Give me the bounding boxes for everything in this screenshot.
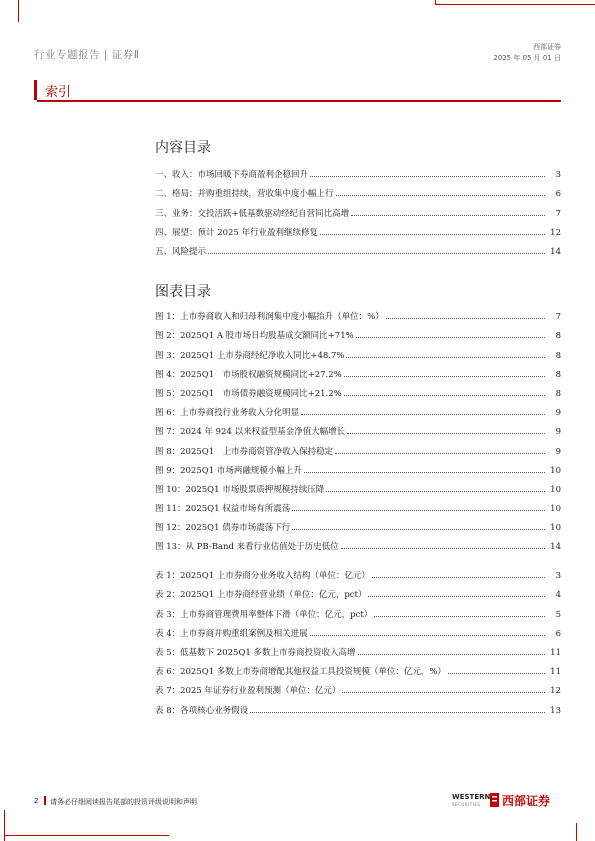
toc-dot-leader xyxy=(301,414,545,415)
content-toc xyxy=(155,161,561,257)
toc-entry[interactable] xyxy=(155,219,561,238)
toc-dot-leader xyxy=(358,654,545,655)
logo-english-sub: SECURITIES xyxy=(452,802,481,807)
toc-entry-label: 图 6：上市券商投行业务收入分化明显 xyxy=(155,408,300,419)
toc-dot-leader xyxy=(386,318,545,319)
toc-entry-page: 10 xyxy=(550,523,561,534)
toc-entry-label: 表 5：低基数下 2025Q1 多数上市券商投资收入高增 xyxy=(155,647,356,658)
toc-entry-label: 图 3：2025Q1 上市券商经纪净收入同比+48.7% xyxy=(155,350,345,361)
company-logo xyxy=(452,793,560,813)
report-category: 行业专题报告 | 证券Ⅱ xyxy=(34,49,140,61)
toc-entry-label: 表 7：2025 年证券行业盈利预测（单位：亿元） xyxy=(155,686,341,697)
toc-entry[interactable] xyxy=(155,562,561,581)
footer-disclaimer: 请务必仔细阅读报告尾部的投资评级说明和声明 xyxy=(50,798,197,806)
toc-entry-label: 一、收入：市场回暖下券商盈利企稳回升 xyxy=(155,170,309,181)
toc-entry-label: 二、格局：并购重组持续，营收集中度小幅上行 xyxy=(155,189,334,200)
toc-entry[interactable] xyxy=(155,457,561,476)
section-title: 索引 xyxy=(45,85,72,100)
toc-entry[interactable] xyxy=(155,677,561,696)
footer-divider xyxy=(44,796,46,805)
toc-entry-page: 8 xyxy=(555,388,561,399)
toc-entry[interactable] xyxy=(155,238,561,257)
toc-entry-page: 9 xyxy=(555,408,561,419)
toc-dot-leader xyxy=(351,215,545,216)
toc-entry[interactable] xyxy=(155,199,561,218)
toc-entry[interactable] xyxy=(155,380,561,399)
toc-entry-page: 11 xyxy=(550,647,561,658)
toc-dot-leader xyxy=(335,453,545,454)
toc-entry-label: 图 13：从 PB-Band 来看行业估值处于历史低位 xyxy=(155,542,339,553)
logo-mark-icon xyxy=(490,793,499,807)
toc-entry-label: 表 3：上市券商管理费用率整体下滑（单位：亿元，pct） xyxy=(155,609,373,620)
toc-entry[interactable] xyxy=(155,514,561,533)
toc-entry-page: 10 xyxy=(550,484,561,495)
toc-entry-page: 10 xyxy=(550,504,561,515)
toc-dot-leader xyxy=(356,337,545,338)
toc-entry[interactable] xyxy=(155,418,561,437)
section-underline xyxy=(37,100,561,102)
toc-entry[interactable] xyxy=(155,180,561,199)
toc-dot-leader xyxy=(341,548,545,549)
logo-chinese: 西部证券 xyxy=(502,794,551,808)
toc-dot-leader xyxy=(250,712,545,713)
toc-entry[interactable] xyxy=(155,341,561,360)
toc-dot-leader xyxy=(344,395,545,396)
toc-entry-label: 图 2：2025Q1 A 股市场日均股基成交额同比+71% xyxy=(155,331,354,342)
toc-entry[interactable] xyxy=(155,476,561,495)
toc-entry[interactable] xyxy=(155,600,561,619)
bottom-corner-decor-h xyxy=(4,835,169,836)
toc-dot-leader xyxy=(320,234,545,235)
toc-dot-leader xyxy=(326,491,545,492)
toc-entry-page: 5 xyxy=(555,609,561,620)
toc-dot-leader xyxy=(374,616,545,617)
toc-dot-leader xyxy=(208,253,545,254)
toc-entry-page: 8 xyxy=(555,369,561,380)
toc-entry[interactable] xyxy=(155,361,561,380)
header-right xyxy=(493,42,561,64)
toc-dot-leader xyxy=(342,692,545,693)
toc-entry[interactable] xyxy=(155,581,561,600)
toc-entry-label: 图 12：2025Q1 债券市场震荡下行 xyxy=(155,523,291,534)
toc-entry-page: 14 xyxy=(550,542,561,553)
toc-entry[interactable] xyxy=(155,696,561,715)
toc-entry[interactable] xyxy=(155,658,561,677)
toc-entry-page: 8 xyxy=(555,350,561,361)
toc-dot-leader xyxy=(292,510,545,511)
toc-entry-label: 图 10：2025Q1 市场股票质押规模持续压降 xyxy=(155,484,325,495)
toc-entry[interactable] xyxy=(155,533,561,552)
figure-list xyxy=(155,303,561,552)
toc-dot-leader xyxy=(372,577,545,578)
toc-entry[interactable] xyxy=(155,437,561,456)
toc-entry-label: 表 1：2025Q1 上市券商分业务收入结构（单位：亿元） xyxy=(155,571,370,582)
toc-entry-label: 四、展望：预计 2025 年行业盈利继续修复 xyxy=(155,227,319,238)
toc-entry-page: 3 xyxy=(555,571,561,582)
toc-entry-label: 图 8：2025Q1 上市券商资管净收入保持稳定 xyxy=(155,446,334,457)
toc-entry-page: 12 xyxy=(550,686,561,697)
figure-toc-heading: 图表目录 xyxy=(155,284,211,300)
toc-entry-page: 9 xyxy=(555,446,561,457)
logo-english: WESTERN xyxy=(452,793,491,801)
toc-entry-page: 4 xyxy=(555,590,561,601)
content-toc-heading: 内容目录 xyxy=(155,140,211,156)
bottom-right-decor xyxy=(576,823,577,841)
header-brand: 西部证券 xyxy=(533,43,561,51)
toc-entry-label: 图 9：2025Q1 市场两融规模小幅上升 xyxy=(155,465,302,476)
section-title-bar xyxy=(34,80,561,100)
top-corner-decor-h xyxy=(435,4,595,5)
toc-entry-page: 6 xyxy=(555,628,561,639)
toc-entry[interactable] xyxy=(155,322,561,341)
toc-entry-label: 表 4：上市券商并购重组案例及相关进展 xyxy=(155,628,308,639)
toc-entry-label: 表 2：2025Q1 上市券商经营业绩（单位：亿元，pct） xyxy=(155,590,367,601)
toc-entry[interactable] xyxy=(155,495,561,514)
toc-entry-label: 五、风险提示 xyxy=(155,246,207,257)
top-decor-line xyxy=(18,0,19,22)
toc-entry[interactable] xyxy=(155,639,561,658)
bottom-corner-decor xyxy=(4,810,5,841)
toc-dot-leader xyxy=(347,433,545,434)
report-date: 2025 年 05 月 01 日 xyxy=(493,54,561,62)
toc-entry-page: 7 xyxy=(555,208,561,219)
toc-dot-leader xyxy=(310,635,545,636)
toc-entry-page: 12 xyxy=(550,227,561,238)
toc-entry-page: 8 xyxy=(555,331,561,342)
toc-entry-page: 14 xyxy=(550,246,561,257)
toc-entry[interactable] xyxy=(155,161,561,180)
toc-dot-leader xyxy=(310,176,545,177)
toc-entry-page: 11 xyxy=(550,667,561,678)
toc-dot-leader xyxy=(336,195,545,196)
toc-entry-page: 7 xyxy=(555,312,561,323)
toc-entry-page: 3 xyxy=(555,170,561,181)
toc-dot-leader xyxy=(344,376,545,377)
toc-entry-label: 图 7：2024 年 924 以来权益型基金净值大幅增长 xyxy=(155,427,346,438)
toc-entry-label: 表 8：各项核心业务假设 xyxy=(155,705,249,716)
toc-dot-leader xyxy=(346,357,545,358)
toc-dot-leader xyxy=(368,596,545,597)
toc-entry-page: 9 xyxy=(555,427,561,438)
toc-entry-page: 10 xyxy=(550,465,561,476)
toc-entry-label: 表 6：2025Q1 多数上市券商增配其他权益工具投资规模（单位：亿元，%） xyxy=(155,667,446,678)
page-number: 2 xyxy=(34,797,39,805)
table-list xyxy=(155,562,561,716)
toc-entry[interactable] xyxy=(155,620,561,639)
toc-entry-label: 图 4：2025Q1 市场股权融资规模同比+27.2% xyxy=(155,369,342,380)
toc-entry-label: 图 1：上市券商收入和归母利润集中度小幅抬升（单位：%） xyxy=(155,312,384,323)
toc-entry-label: 三、业务：交投活跃+低基数驱动经纪自营同比高增 xyxy=(155,208,350,219)
toc-entry[interactable] xyxy=(155,303,561,322)
toc-entry-label: 图 5：2025Q1 市场债券融资规模同比+21.2% xyxy=(155,388,342,399)
toc-entry-label: 图 11：2025Q1 权益市场有所震荡 xyxy=(155,504,291,515)
toc-dot-leader xyxy=(304,472,545,473)
toc-entry-page: 13 xyxy=(550,705,561,716)
toc-dot-leader xyxy=(292,529,545,530)
toc-entry[interactable] xyxy=(155,399,561,418)
toc-entry-page: 6 xyxy=(555,189,561,200)
toc-dot-leader xyxy=(448,673,545,674)
